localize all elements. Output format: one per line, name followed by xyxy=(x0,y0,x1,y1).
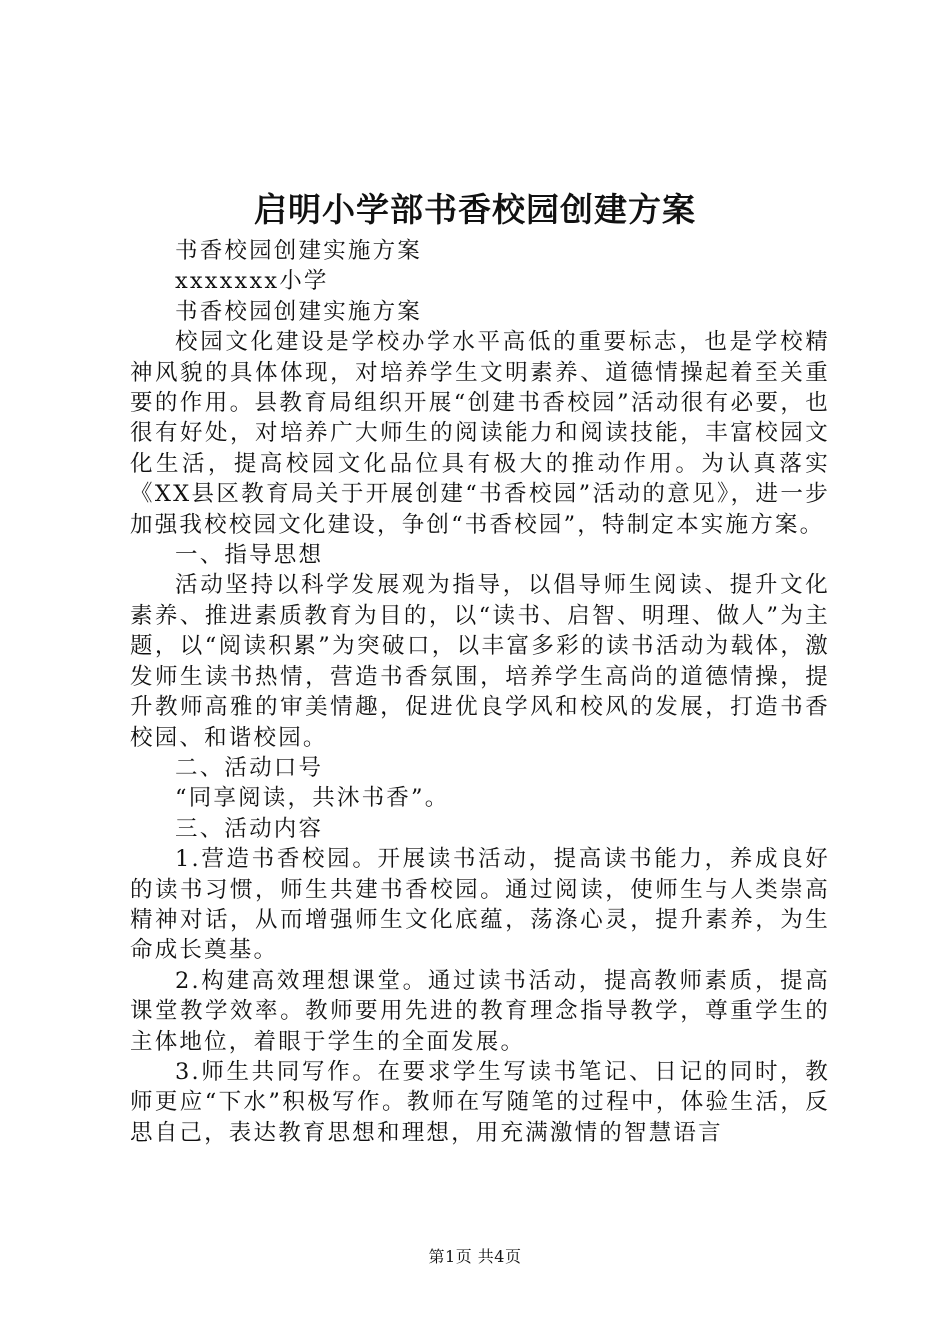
section-heading-activity-content: 三、活动内容 xyxy=(175,815,324,842)
paragraph-item-1: 1.营造书香校园。开展读书活动，提高读书能力，养成良好的读书习惯，师生共建书香校园。通过阅读，使师生与人类崇高精神对话，从而增强师生文化底蕴，荡涤心灵，提升素养，为生命成长奠基。 xyxy=(130,846,830,964)
document-body xyxy=(130,236,830,1148)
section-heading-slogan: 二、活动口号 xyxy=(175,754,324,781)
paragraph-item-3: 3.师生共同写作。在要求学生写读书笔记、日记的同时，教师更应“下水”积极写作。教师在写随笔的过程中，体验生活，反思自己，表达教育思想和理想，用充满激情的智慧语言 xyxy=(130,1058,830,1146)
document-title: 启明小学部书香校园创建方案 xyxy=(254,190,696,229)
paragraph-introduction: 校园文化建设是学校办学水平高低的重要标志，也是学校精神风貌的具体体现，对培养学生文明素养、道德情操起着至关重要的作用。县教育局组织开展“创建书香校园”活动很有必要，也很有好处，对培养广大师生的阅读能力和阅读技能，丰富校园文化生活，提高校园文化品位具有极大的推动作用。为认真落实《XX县区教育局关于开展创建“书香校园”活动的意见》，进一步加强我校校园文化建设，争创“书香校园”，特制定本实施方案。 xyxy=(130,329,830,538)
page-number-footer: 第1页 共4页 xyxy=(428,1247,522,1266)
paragraph-guiding-ideology: 活动坚持以科学发展观为指导，以倡导师生阅读、提升文化素养、推进素质教育为目的，以“读书、启智、明理、做人”为主题，以“阅读积累”为突破口，以丰富多彩的读书活动为载体，激发师生读书热情，营造书香氛围，培养学生高尚的道德情操，提升教师高雅的审美情趣，促进优良学风和校风的发展，打造书香校园、和谐校园。 xyxy=(130,572,830,751)
paragraph-plan-heading: 书香校园创建实施方案 xyxy=(175,298,423,325)
paragraph-item-2: 2.构建高效理想课堂。通过读书活动，提高教师素质，提高课堂教学效率。教师要用先进的教育理念指导教学，尊重学生的主体地位，着眼于学生的全面发展。 xyxy=(130,967,830,1055)
section-heading-guiding-ideology: 一、指导思想 xyxy=(175,542,324,569)
paragraph-school-name: xxxxxxx小学 xyxy=(175,268,329,295)
paragraph-slogan: “同享阅读，共沐书香”。 xyxy=(175,785,450,812)
paragraph-subtitle: 书香校园创建实施方案 xyxy=(175,238,423,264)
